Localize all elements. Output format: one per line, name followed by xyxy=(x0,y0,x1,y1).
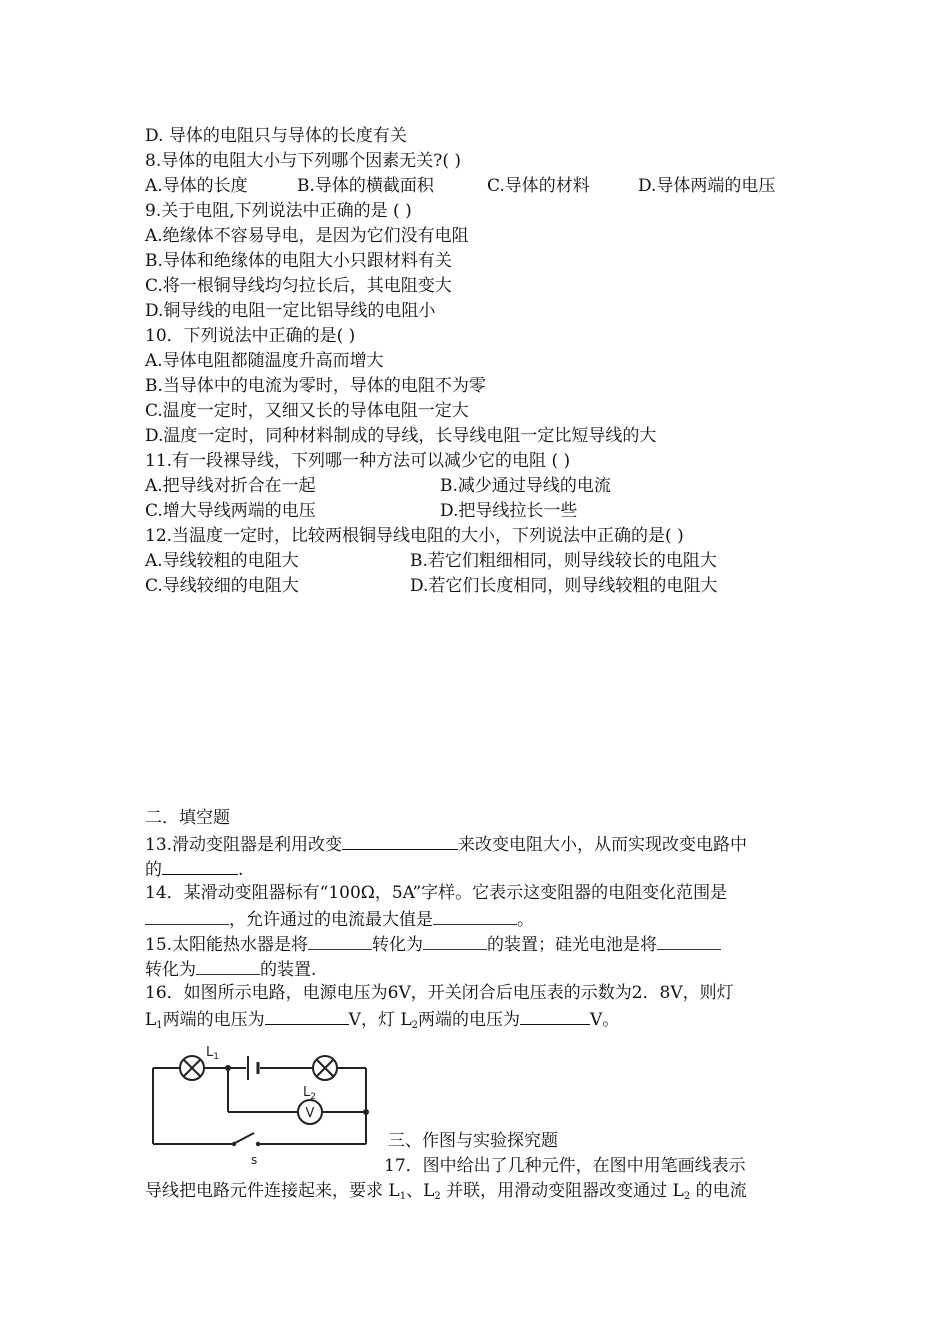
q11-option-a: A.把导线对折合在一起 xyxy=(145,476,316,496)
section-3-heading: 三、作图与实验探究题 xyxy=(388,1131,558,1151)
circuit-diagram xyxy=(148,1040,380,1170)
q9-option-d: D.铜导线的电阻一定比铝导线的电阻小 xyxy=(145,301,436,321)
junction-node-top xyxy=(225,1065,231,1071)
question-16-line-1: 16．如图所示电路，电源电压为6V，开关闭合后电压表的示数为2．8V，则灯 xyxy=(145,983,734,1003)
question-14-line-2: ，允许通过的电流最大值是 。 xyxy=(145,906,534,932)
q11-row-2 xyxy=(145,499,578,523)
question-13-line-2: 的 . xyxy=(145,856,243,882)
question-15-line-1: 15.太阳能热水器是将 转化为 的装置；硅光电池是将 xyxy=(145,931,721,957)
q8-option-d: D.导体两端的电压 xyxy=(638,176,776,196)
q12-option-d: D.若它们长度相同，则导线较粗的电阻大 xyxy=(410,576,718,596)
lamp-l1-icon xyxy=(180,1056,204,1080)
q14-blank-1[interactable] xyxy=(145,906,229,925)
q8-option-c: C.导体的材料 xyxy=(487,176,590,196)
voltmeter-icon xyxy=(298,1100,322,1124)
q11-option-c: C.增大导线两端的电压 xyxy=(145,501,316,521)
q12-row-2 xyxy=(145,574,718,598)
q9-option-a: A.绝缘体不容易导电，是因为它们没有电阻 xyxy=(145,226,469,246)
switch-icon xyxy=(232,1133,260,1146)
q11-row-1 xyxy=(145,474,611,498)
question-14-line-1: 14．某滑动变阻器标有“100Ω，5A”字样。它表示这变阻器的电阻变化范围是 xyxy=(145,883,728,903)
q12-option-b: B.若它们粗细相同，则导线较长的电阻大 xyxy=(410,551,717,571)
question-10: 10．下列说法中正确的是( ) xyxy=(145,326,356,346)
svg-text:V: V xyxy=(305,1106,315,1121)
q16-blank-1[interactable] xyxy=(265,1006,349,1025)
q10-option-d: D.温度一定时，同种材料制成的导线，长导线电阻一定比短导线的大 xyxy=(145,426,657,446)
q11-option-d: D.把导线拉长一些 xyxy=(440,501,578,521)
question-9: 9.关于电阻,下列说法中正确的是 ( ) xyxy=(145,201,412,221)
q12-option-c: C.导线较细的电阻大 xyxy=(145,576,299,596)
question-15-line-2: 转化为 的装置. xyxy=(145,956,316,982)
question-8: 8.导体的电阻大小与下列哪个因素无关?( ) xyxy=(145,151,462,171)
q12-row-1 xyxy=(145,549,717,573)
section-2-heading: 二．填空题 xyxy=(145,808,230,828)
q10-option-a: A.导体电阻都随温度升高而增大 xyxy=(145,351,384,371)
q10-option-c: C.温度一定时，又细又长的导体电阻一定大 xyxy=(145,401,469,421)
q13-blank-1[interactable] xyxy=(342,831,458,850)
q15-blank-1[interactable] xyxy=(308,931,372,950)
switch-label: s xyxy=(251,1153,258,1167)
question-12: 12.当温度一定时，比较两根铜导线电阻的大小，下列说法中正确的是( ) xyxy=(145,526,684,546)
question-13-line-1: 13.滑动变阻器是利用改变 来改变电阻大小，从而实现改变电路中 xyxy=(145,831,747,857)
q8-option-b: B.导体的横截面积 xyxy=(297,176,434,196)
q9-option-c: C.将一根铜导线均匀拉长后，其电阻变大 xyxy=(145,276,452,296)
l2-label: $L_2$ xyxy=(303,1085,316,1102)
junction-node-right xyxy=(363,1109,369,1115)
q8-option-a: A.导体的长度 xyxy=(145,176,248,196)
l1-label: $L_1$ xyxy=(206,1045,219,1062)
question-17-line-1: 17．图中给出了几种元件，在图中用笔画线表示 xyxy=(384,1156,746,1176)
question-17-line-2: 导线把电路元件连接起来，要求 $L_1$、$L_2$ 并联，用滑动变阻器改变通过 $L_2$ 的电流 xyxy=(145,1181,747,1202)
q11-option-b: B.减少通过导线的电流 xyxy=(440,476,611,496)
q7-option-d: D. 导体的电阻只与导体的长度有关 xyxy=(145,126,407,146)
q13-blank-2[interactable] xyxy=(162,856,238,875)
q15-blank-3[interactable] xyxy=(657,931,721,950)
q15-blank-4[interactable] xyxy=(196,956,260,975)
q10-option-b: B.当导体中的电流为零时，导体的电阻不为零 xyxy=(145,376,486,396)
q9-option-b: B.导体和绝缘体的电阻大小只跟材料有关 xyxy=(145,251,452,271)
q8-options xyxy=(145,174,776,198)
q15-blank-2[interactable] xyxy=(423,931,487,950)
question-16-line-2: $L_1$两端的电压为 V，灯 $L_2$两端的电压为 V。 xyxy=(145,1006,619,1038)
q14-blank-2[interactable] xyxy=(433,906,517,925)
battery-icon xyxy=(248,1056,258,1080)
q16-blank-2[interactable] xyxy=(520,1006,590,1025)
lamp-l2-icon xyxy=(313,1056,337,1080)
q12-option-a: A.导线较粗的电阻大 xyxy=(145,551,299,571)
question-11: 11.有一段裸导线，下列哪一种方法可以减少它的电阻 ( ) xyxy=(145,451,571,471)
